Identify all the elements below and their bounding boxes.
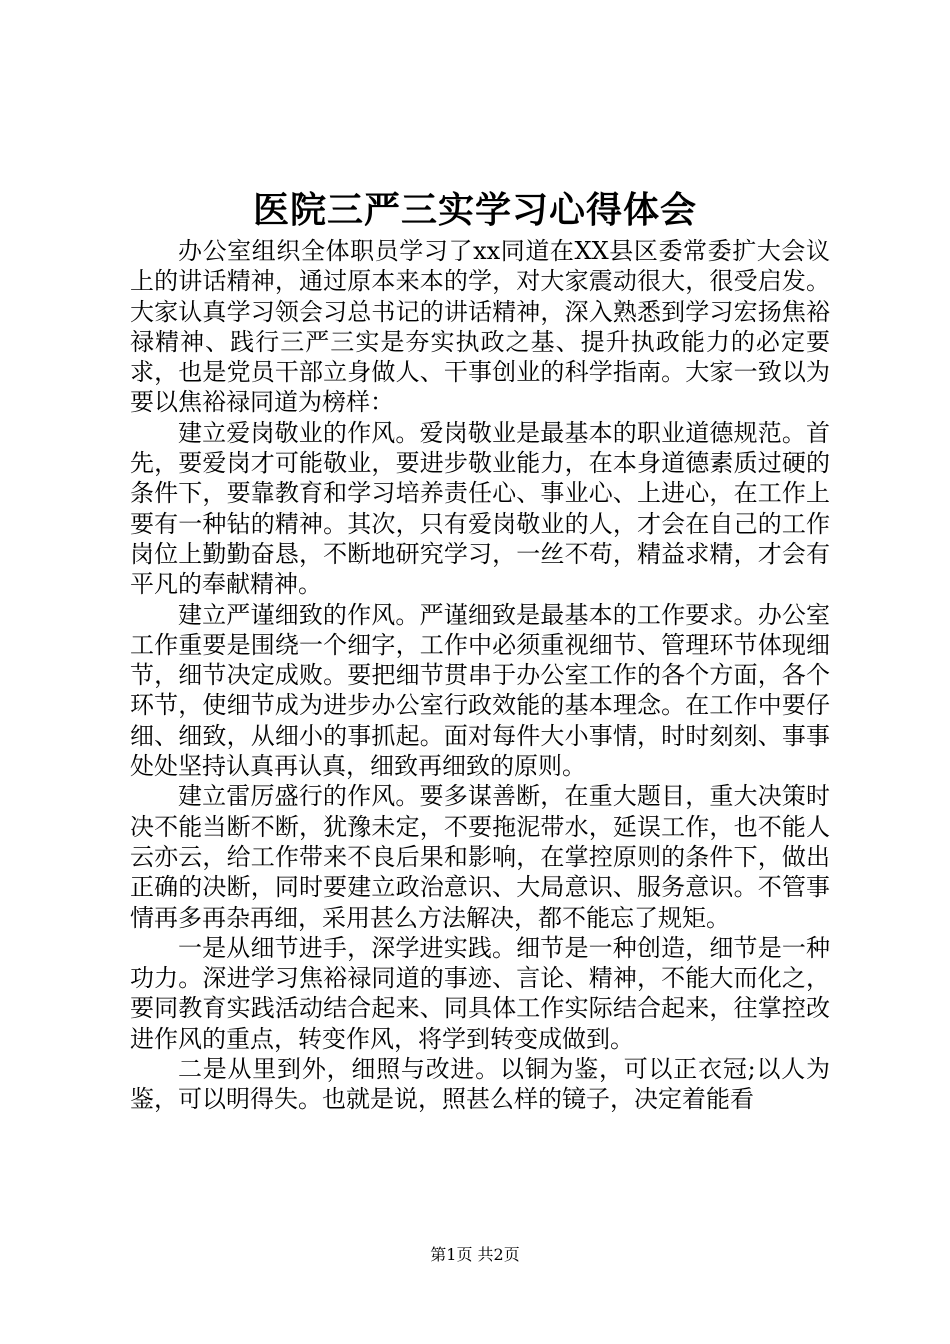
page-footer: 第1页 共2页 xyxy=(430,1245,520,1264)
document-body xyxy=(130,236,830,1115)
paragraph: 一是从细节进手，深学进实践。细节是一种创造，细节是一种功力。深进学习焦裕禄同道的事迹、言论、精神，不能大而化之，要同教育实践活动结合起来、同具体工作实际结合起来，往掌控改进作风的重点，转变作风，将学到转变成做到。 xyxy=(130,933,830,1053)
paragraph: 办公室组织全体职员学习了xx同道在XX县区委常委扩大会议上的讲话精神，通过原本来本的学，对大家震动很大，很受启发。大家认真学习领会习总书记的讲话精神，深入熟悉到学习宏扬焦裕禄精神、践行三严三实是夯实执政之基、提升执政能力的必定要求，也是党员干部立身做人、干事创业的科学指南。大家一致以为要以焦裕禄同道为榜样： xyxy=(130,237,830,417)
paragraph: 建立严谨细致的作风。严谨细致是最基本的工作要求。办公室工作重要是围绕一个细字，工作中必须重视细节、管理环节体现细节，细节决定成败。要把细节贯串于办公室工作的各个方面，各个环节，使细节成为进步办公室行政效能的基本理念。在工作中要仔细、细致，从细小的事抓起。面对每件大小事情，时时刻刻、事事处处坚持认真再认真，细致再细致的原则。 xyxy=(130,600,830,781)
paragraph: 建立雷厉盛行的作风。要多谋善断，在重大题目，重大决策时决不能当断不断，犹豫未定，不要拖泥带水，延误工作，也不能人云亦云，给工作带来不良后果和影响，在掌控原则的条件下，做出正确的决断，同时要建立政治意识、大局意识、服务意识。不管事情再多再杂再细，采用甚么方法解决，都不能忘了规矩。 xyxy=(130,782,830,932)
paragraph: 建立爱岗敬业的作风。爱岗敬业是最基本的职业道德规范。首先，要爱岗才可能敬业，要进步敬业能力，在本身道德素质过硬的条件下，要靠教育和学习培养责任心、事业心、上进心，在工作上要有一种钻的精神。其次，只有爱岗敬业的人，才会在自己的工作岗位上勤勤奋恳，不断地研究学习，一丝不苟，精益求精，才会有平凡的奉献精神。 xyxy=(130,418,830,599)
document-title: 医院三严三实学习心得体会 xyxy=(252,189,697,231)
paragraph: 二是从里到外，细照与改进。以铜为鉴，可以正衣冠;以人为鉴，可以明得失。也就是说，照甚么样的镜子，决定着能看 xyxy=(130,1055,830,1114)
